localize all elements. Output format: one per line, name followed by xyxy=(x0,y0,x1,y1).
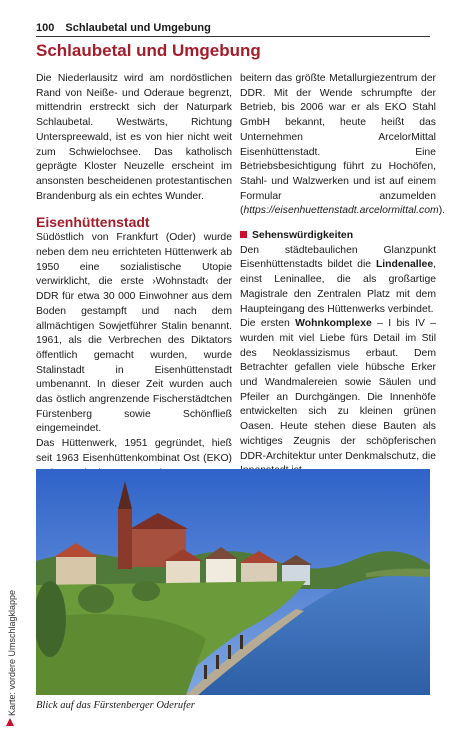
arcelormittal-link[interactable]: https://eisenhuettenstadt.arcelormittal.com xyxy=(243,205,439,217)
subsection-sights xyxy=(240,229,436,244)
page-number: 100 xyxy=(36,22,55,34)
chapter-title: Schlaubetal und Umgebung xyxy=(36,41,261,60)
wohnkomplexe-term: Wohnkomplexe xyxy=(295,318,372,330)
photo-caption: Blick auf das Fürstenberger Oderufer xyxy=(36,700,195,711)
running-title: Schlaubetal und Umgebung xyxy=(65,22,211,34)
right-column xyxy=(240,72,446,479)
intro-paragraph: Die Niederlausitz wird am nordöstlichen Rand von Neiße- und Oderaue begrenzt, mittendrin erstreckt sich der Naturpark Schlaubetal. Westwärts, Richtung Unterspreewald, ist es von hier nicht weit zum Schwielochsee. Das katholisch geprägte Kloster Neuzelle erscheint im ansonsten bescheidenen protestantischen Brandenburg als ein echtes Wunder. xyxy=(36,73,232,202)
lindenallee-paragraph: Den städtebaulichen Glanzpunkt Eisenhüttenstadts bildet die Lindenallee, einst Leninallee, die als großartige Magistrale den Zentralen Platz mit dem Haupteingang des Hüttenwerks verbindet. xyxy=(240,244,436,315)
photo-oderufer xyxy=(36,469,430,695)
triangle-marker-icon xyxy=(6,718,14,726)
map-reference-text: Karte: vordere Umschlagklappe xyxy=(7,589,17,716)
riverside-town-illustration xyxy=(36,469,430,695)
steelworks-paragraph: Das Hüttenwerk, 1951 gegründet, hieß seit 1963 Eisenhüttenkombinat Ost (EKO) xyxy=(36,438,232,464)
subsection-title: Sehenswürdigkeiten xyxy=(252,230,354,242)
header-rule xyxy=(36,36,430,37)
red-square-marker-icon xyxy=(240,231,247,238)
map-reference-note xyxy=(1,558,21,728)
lindenallee-term: Lindenallee xyxy=(375,259,434,271)
left-column xyxy=(36,72,232,481)
wohnkomplexe-paragraph: Die ersten Wohnkomplexe – I bis IV – wurden mit viel Liebe fürs Detail im Stil des Neoklassizismus erbaut. Dem Betrachter gefallen viele hübsche Erker und Wandmalereien sowie Säulen und Pfeiler an Durchgängen. Die Innenhöfe entwickelten sich zu kleinen grünen Oasen. Heute stehen diese Bauten als wichtiges Zeugnis der schöpferischen DDR-Architektur unter Denkmalschutz, die xyxy=(240,318,436,462)
section-title-eisenhuettenstadt: Eisenhüttenstadt xyxy=(36,214,150,231)
steelworks-continued-paragraph: beitern das größte Metallurgiezentrum der DDR. Mit der Wende schrumpfte der Betrieb, bis 2006 war er als EKO Stahl GmbH bekannt, heute heißt das Unternehmen ArcelorMittal Eisenhüttenstadt. Eine Betriebsbesichtigung führt zu Hochöfen, Stahl- und Walzwerken und ist auf einem Formular anzumelden (https://eisenhuettenstadt.arcelormittal.com). xyxy=(240,73,446,217)
running-header xyxy=(36,21,430,37)
history-paragraph: Südöstlich von Frankfurt (Oder) wurde neben dem neu errichteten Hüttenwerk ab 1950 eine sozialistische Utopie verwirklicht, die erste ›Wohnstadt‹ der DDR für etwa 30 000 Einwohner aus dem Boden gestampft und nach dem allmächtigen Sowjetführer Stalin benannt. 1961, als die Verbrechen des Diktators öffentlich gemacht wurden, wurde Stalinstadt in Eisenhüttenstadt umbenannt. In dieser Zeit wurden auch das östlich angrenzende Fischerstädtchen Fürstenberg sowie Schönfließ eingemeindet. xyxy=(36,232,232,435)
